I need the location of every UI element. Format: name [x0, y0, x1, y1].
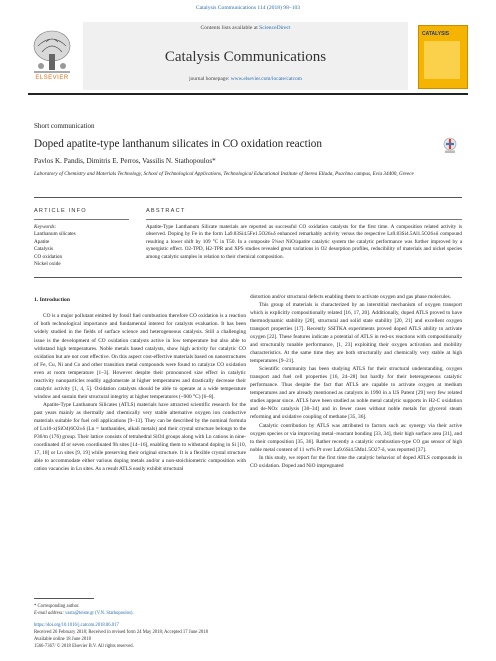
abstract-text: Apatite-Type Lanthanum Silicate materials are reported as successful CO oxidation catalysts for the first time. A composition related activity is observed. Doping by Fe in the form La9.83Si4.5Fe1.5O26±δ enhanced remarkably activity versus the respective La9.83Si4.5Al1.5O26±δ compound resulting a lower shift by 109 °C in T50. In a composite 5%wt NiO/apatite catalytic system the catalytic performance was further improved by a synergistic effect. O2-TPD, H2-TPR and XPS studies revealed great variations in O2 desorption profiles, reducibility of materials and nickel species among catalytic samples in relation to their chemical composition.	[146, 224, 462, 260]
keyword-item: Catalysis	[34, 246, 54, 253]
elsevier-tree-icon	[28, 28, 76, 76]
body-paragraph: distortion and/or structural defects enabling them to activate oxygen and gas phase molecules.	[250, 294, 452, 300]
journal-cover[interactable]	[418, 25, 468, 89]
body-column-left	[34, 296, 246, 473]
body-paragraph: Catalytic contribution by ATLS was attributed to factors such as: synergy via their active oxygen species or via improving metal−reactant bonding [33, 34], their high surface area [31], and to their composition [35, 36]. Rather recently a catalytic combustion-type CO gas sensor of high noble metal content of 11 wt% Pt over La9.6Si4.5Mn1.5O27-δ, was reported [37].	[250, 422, 462, 453]
keyword-item: Lanthanum silicates	[34, 231, 76, 238]
body-paragraph: Apatite-Type Lanthanum Silicates (ATLS) materials have attracted scientific research for the past years mainly as thermally and chemically very stable alternative oxygen ion conductive materials suitable for fuel cell applications [9–13]. They can be described by the nominal formula of Ln10-x(SiO4)6O2±δ (Ln = lanthanides, alkali metals) and their crystal structure belongs to the P36/m (176) group. Their lattice consists of tetrahedral SiO4 groups along with Ln cations in nine-coordinated 4f or seven coordinated 9h sites [14–16], enabling them to withstand doping in Si [10, 17, 18] or Ln sites [9, 19] while preserving their original structure. It is a flexible crystal structure able to accommodate either various doping metals and/or a non-stoichiometric composition with cation vacancies in Ln sites. As a result ATLS easily exhibit structural	[34, 401, 246, 472]
homepage-prefix: journal homepage:	[189, 76, 230, 82]
contents-prefix: Contents lists available at	[200, 25, 258, 31]
footnote-rule	[34, 598, 94, 599]
email-label: E-mail address:	[34, 611, 64, 617]
header-rule	[28, 93, 468, 95]
abstract-rule	[146, 219, 462, 220]
body-paragraph: Scientific community has been studying ATLS for their structural understanding, oxygen transport and fuel cell properties [16, 24–28] but hardly for their heterogeneous catalytic performance. Thus despite the fact that ATLS are capable to activate oxygen at medium temperatures and are already mentioned as catalysts in 1990 in a US Patent [29] very few related studies appear since. ATLS have been studied as noble metal catalytic supports in H2-C oxidation and de-NOx catalysis [30–34] and in fewer cases without noble metals for glycerol steam reforming and oxidative coupling of methane [35, 36].	[250, 366, 462, 421]
copyright-line: 1566-7367/ © 2018 Elsevier B.V. All rights reserved.	[34, 644, 134, 650]
publisher-wordmark: ELSEVIER	[35, 75, 69, 81]
email-link[interactable]: vasta@teiste.gr (V.N. Stathopoulos).	[65, 611, 134, 617]
affiliation: Laboratory of Chemistry and Materials Technology, School of Technological Applications, Technological Educational Institute of Sterea Ellada, Psachna campus, Evia 34400, Greece	[34, 171, 414, 177]
article-title: Doped apatite-type lanthanum silicates in CO oxidation reaction	[34, 138, 322, 150]
footnotes	[34, 603, 208, 650]
doi-link[interactable]: https://doi.org/10.1016/j.catcom.2018.06.017	[34, 623, 119, 629]
author-list[interactable]: Pavlos K. Pandis, Dimitris E. Perros, Vassilis N. Stathopoulos*	[34, 157, 216, 165]
body-column-right	[250, 293, 462, 470]
abstract-heading: ABSTRACT	[146, 208, 186, 214]
homepage-link[interactable]: www.elsevier.com/locate/catcom	[230, 76, 302, 82]
journal-reference[interactable]	[0, 5, 496, 11]
publisher-logo[interactable]	[28, 28, 76, 84]
keywords-block	[34, 224, 76, 268]
section-heading: 1. Introduction	[34, 297, 70, 303]
keyword-item: Apatite	[34, 238, 50, 245]
doi-line	[34, 622, 208, 629]
article-info-heading: ARTICLE INFO	[34, 208, 87, 214]
keyword-item: Nickel oxide	[34, 260, 61, 267]
body-paragraph: CO is a major pollutant emitted by fossil fuel combustion therefore CO oxidation is a reaction of both technological importance and fundamental interest for catalysts evaluation. It has been widely studied in the fields of surface science and heterogeneous catalysis. Still a challenging issue is the development of CO oxidation catalysts active in low temperature but also able to withstand high temperatures. Noble metals based catalysts, show high activity for catalytic CO oxidation but are not cost effective. On this aspect cost-effective materials based on nanostructures of Fe, Cu, Ni and Co and other transition metal compounds were found to catalyze CO oxidation even at room temperature [1–3]. However despite their pronounced size effect in catalytic reactivity nanoparticles readily agglomerate at higher temperatures and drastically decrease their catalytic activity [1, 4, 5]. Oxidation catalysts should be able to operate at a wide temperature window and sustain their structural integrity at higher temperatures (~900 °C) [6–8].	[34, 313, 246, 400]
body-paragraph: In this study, we report for the first time the catalytic behavior of doped ATLS compounds in CO oxidation. Doped and NiO impregnated	[250, 454, 462, 469]
sciencedirect-link[interactable]: ScienceDirect	[259, 25, 291, 31]
cover-title: CATALYSIS	[422, 31, 450, 37]
info-top-rule	[34, 197, 462, 198]
body-paragraph: This group of materials is characterized by an interstitial mechanism of oxygen transport which is explicitly compositionally related [16, 17, 20]. Additionally, doped ATLS proved to have thermodynamic stability [20], structural and solid state stability [20, 21] and excellent oxygen transport properties [17]. Recently SSITKA experiments proved doped ATLS ability to activate oxygen [22]. These features indicate a potential of ATLS in red-ox reactions with compositionally and structurally tunable performance, [1, 23] exploiting their oxygen activation and mobility characteristics. At the same time they are both structurally and chemically very stable at high temperatures [9–21].	[250, 302, 462, 365]
received-line: Received 26 February 2018; Received in revised form 24 May 2018; Accepted 17 June 2018	[34, 630, 208, 636]
cover-panel	[424, 41, 460, 79]
available-line: Available online 18 June 2018	[34, 637, 91, 643]
journal-reference-text[interactable]: Catalysis Communications 114 (2018) 98–103	[195, 5, 301, 11]
keyword-item: CO oxidation	[34, 253, 63, 260]
contents-line	[83, 25, 408, 31]
header-center-panel	[83, 22, 408, 90]
corresponding-note: * Corresponding author.	[34, 604, 80, 609]
crossmark-icon[interactable]	[443, 137, 457, 154]
info-bottom-rule	[34, 277, 462, 278]
email-line	[34, 610, 208, 617]
keywords-rule	[34, 219, 129, 220]
article-type: Short communication	[34, 122, 95, 130]
journal-name: Catalysis Communications	[164, 49, 327, 65]
journal-header	[28, 22, 468, 90]
homepage-line	[83, 76, 408, 82]
keywords-label: Keywords:	[34, 224, 57, 230]
